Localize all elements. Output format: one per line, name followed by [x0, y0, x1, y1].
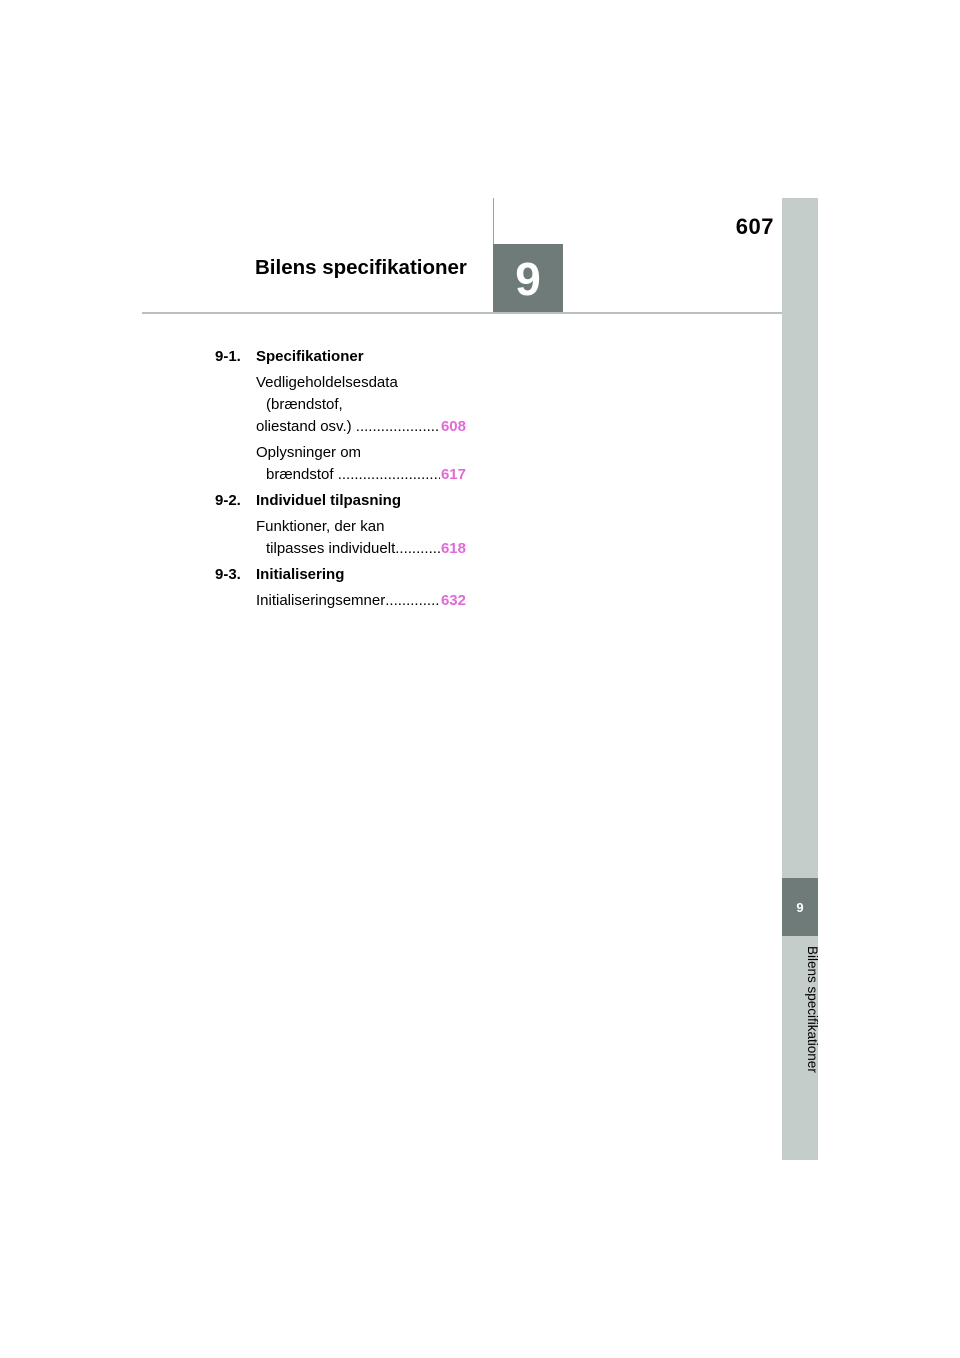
toc-entry-line: [256, 516, 466, 538]
toc-entry-text: Vedligeholdelsesdata: [256, 374, 398, 391]
toc-leader-dots: [395, 538, 440, 560]
toc-page-link[interactable]: 608: [440, 418, 466, 435]
toc-section-title: Initialisering: [256, 566, 345, 583]
header-rule: [142, 312, 782, 314]
toc-entry-line: [256, 464, 466, 486]
toc-section-heading: [215, 490, 475, 512]
header-vertical-rule: [493, 198, 494, 244]
toc-section-number: 9-3.: [215, 566, 241, 583]
toc-leader-dots: [385, 590, 440, 612]
toc-page-link[interactable]: 617: [440, 466, 466, 483]
toc-entry-text: Oplysninger om: [256, 444, 362, 461]
toc-leader-dots: [338, 464, 440, 486]
chapter-title: Bilens specifikationer: [255, 256, 467, 279]
toc-entry[interactable]: [256, 516, 466, 560]
toc-section-number: 9-2.: [215, 492, 241, 509]
toc-section-number: 9-1.: [215, 348, 241, 365]
table-of-contents: [215, 346, 475, 612]
toc-entry-text: tilpasses individuelt: [266, 540, 396, 557]
toc-entry[interactable]: [256, 442, 466, 486]
toc-entry-text: oliestand osv.): [256, 418, 356, 435]
toc-entry-line: [256, 394, 466, 416]
chapter-number-box: 9: [493, 244, 563, 314]
toc-section-heading: [215, 564, 475, 586]
toc-entry-text: (brændstof,: [266, 396, 343, 413]
toc-page-link[interactable]: 632: [440, 592, 466, 609]
toc-entry-line: [256, 590, 466, 612]
side-tab-number: 9: [782, 878, 818, 936]
toc-entry-text: brændstof: [266, 466, 338, 483]
page-number: 607: [735, 214, 774, 239]
toc-entry-line: [256, 442, 466, 464]
toc-leader-dots: [356, 416, 440, 438]
toc-entry-line: [256, 538, 466, 560]
toc-entry-text: Funktioner, der kan: [256, 518, 385, 535]
toc-entry-line: [256, 372, 466, 394]
toc-entry[interactable]: [256, 590, 466, 612]
toc-section-title: Individuel tilpasning: [256, 492, 402, 509]
side-tab-label: Bilens specifikationer: [805, 946, 820, 1073]
toc-entry-line: [256, 416, 466, 438]
toc-entry-text: Initialiseringsemner: [256, 592, 386, 609]
toc-entry[interactable]: [256, 372, 466, 438]
toc-section-title: Specifikationer: [256, 348, 364, 365]
toc-page-link[interactable]: 618: [440, 540, 466, 557]
toc-section-heading: [215, 346, 475, 368]
